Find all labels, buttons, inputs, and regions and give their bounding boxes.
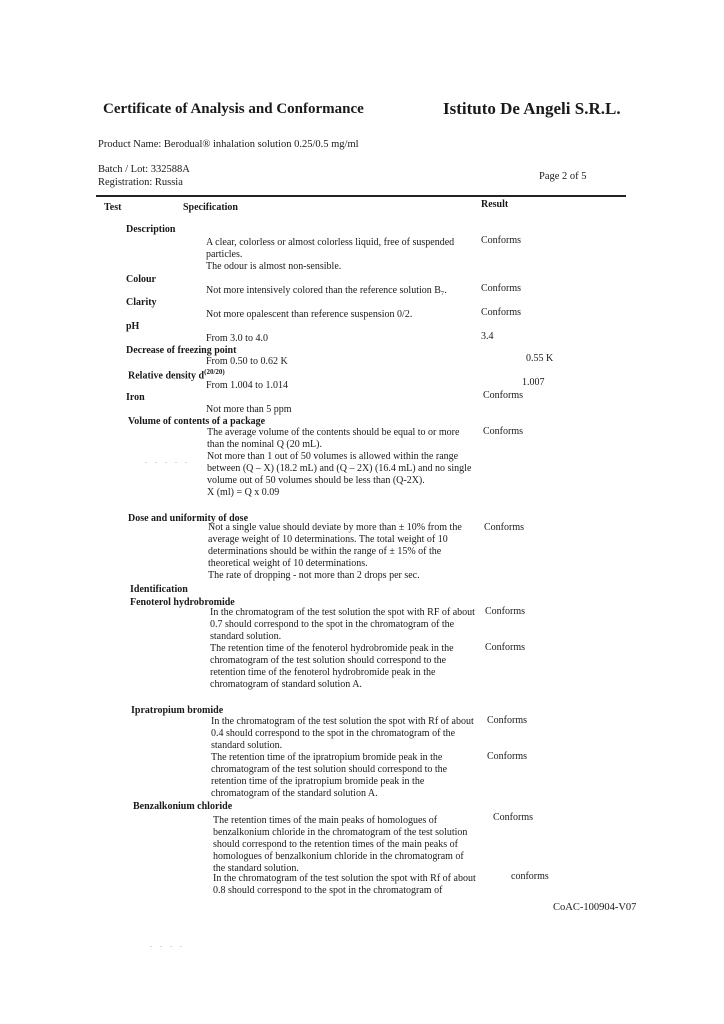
spec-volume-range: Not more than 1 out of 50 volumes is allowed within the range between (Q – X) (18.2 mL) and (Q – 2X) (16.4 mL) and no single volume out of 50 volumes should be less than (Q-2X).	[207, 451, 472, 486]
test-description: Description	[126, 224, 176, 235]
result-description: Conforms	[481, 235, 521, 246]
spec-fenoterol-retention: The retention time of the fenoterol hydrobromide peak in the chromatogram of the test solution should correspond to the retention time of the fenoterol hydrobromide peak in the chromatogram of standard solution A.	[210, 643, 454, 690]
spec-ipratropium-spot: In the chromatogram of the test solution the spot with Rf of about 0.4 should correspond to the spot in the chromatogram of the standard solution.	[211, 716, 474, 751]
document-code: CoAC-100904-V07	[553, 902, 637, 913]
test-relative-density: Relative density $d^{(20/20)}$	[128, 368, 225, 382]
company-name: Istituto De Angeli S.R.L.	[443, 99, 621, 118]
spec-volume-average: The average volume of the contents should be equal to or more than the nominal Q (20 mL).	[207, 427, 460, 450]
scan-speckle-footer: . . . .	[150, 940, 185, 949]
result-fenoterol-spot: Conforms	[485, 606, 525, 617]
spec-benzalkonium-spot: In the chromatogram of the test solution the spot with Rf of about 0.8 should correspond to the spot in the chromatogram of	[213, 873, 476, 896]
spec-dose-uniformity: Not a single value should deviate by more than ± 10% from the average weight of 10 determinations. The total weight of 10 determinations should be within the range of ± 15% of the theoretical weight of 10 determinations.	[208, 522, 462, 569]
result-benzalkonium-spot: conforms	[511, 871, 549, 882]
batch-lot: Batch / Lot: 332588A	[98, 164, 190, 175]
section-identification: Identification	[130, 584, 188, 595]
result-fenoterol-retention: Conforms	[485, 642, 525, 653]
test-volume-of-contents: Volume of contents of a package	[128, 416, 266, 427]
result-clarity: Conforms	[481, 307, 521, 318]
spec-relative-density: From 1.004 to 1.014	[206, 380, 288, 391]
column-result: Result	[481, 199, 509, 210]
page-number: Page 2 of 5	[539, 171, 587, 182]
test-colour: Colour	[126, 274, 156, 285]
spec-colour: Not more intensively colored than the reference solution B₇.	[206, 285, 447, 296]
spec-clarity: Not more opalescent than reference suspension 0/2.	[206, 309, 413, 320]
document-title: Certificate of Analysis and Conformance	[103, 101, 364, 117]
test-iron: Iron	[126, 392, 145, 403]
result-benzalkonium-retention: Conforms	[493, 812, 533, 823]
spec-iron: Not more than 5 ppm	[206, 404, 292, 415]
result-freezing-point: 0.55 K	[526, 353, 554, 364]
result-ph: 3.4	[481, 331, 494, 342]
spec-description: A clear, colorless or almost colorless liquid, free of suspended particles.	[206, 237, 455, 260]
test-benzalkonium: Benzalkonium chloride	[133, 801, 233, 812]
result-iron: Conforms	[483, 390, 523, 401]
result-ipratropium-retention: Conforms	[487, 751, 527, 762]
test-ipratropium: Ipratropium bromide	[131, 705, 224, 716]
spec-ipratropium-retention: The retention time of the ipratropium bromide peak in the chromatogram of the test solution should correspond to the retention time of the ipratropium bromide peak in the chromatogram of the standard solution A.	[211, 752, 448, 799]
result-relative-density: 1.007	[522, 377, 545, 388]
test-freezing-point: Decrease of freezing point	[126, 345, 237, 356]
spec-fenoterol-spot: In the chromatogram of the test solution the spot with RF of about 0.7 should correspond to the spot in the chromatogram of the standard solution.	[210, 607, 475, 642]
spec-volume-formula: X (ml) = Q x 0.09	[207, 487, 280, 498]
spec-description-odour: The odour is almost non-sensible.	[206, 261, 342, 272]
header-rule	[96, 195, 626, 197]
test-fenoterol: Fenoterol hydrobromide	[130, 597, 235, 608]
column-specification: Specification	[183, 202, 238, 213]
result-colour: Conforms	[481, 283, 521, 294]
spec-freezing-point: From 0.50 to 0.62 K	[206, 356, 288, 367]
test-clarity: Clarity	[126, 297, 157, 308]
registration: Registration: Russia	[98, 177, 183, 188]
column-test: Test	[104, 202, 122, 213]
product-name: Product Name: Berodual® inhalation solution 0.25/0.5 mg/ml	[98, 139, 359, 150]
test-ph: pH	[126, 321, 140, 332]
result-dose-uniformity: Conforms	[484, 522, 524, 533]
spec-ph: From 3.0 to 4.0	[206, 333, 268, 344]
scan-speckle: . . . . .	[145, 456, 190, 465]
spec-dose-dropping: The rate of dropping - not more than 2 drops per sec.	[208, 570, 420, 581]
test-dose-uniformity: Dose and uniformity of dose	[128, 513, 249, 524]
result-volume-of-contents: Conforms	[483, 426, 523, 437]
spec-benzalkonium-retention: The retention times of the main peaks of homologues of benzalkonium chloride in the chromatogram of the test solution should correspond to the retention times of the main peaks of homologues of benzalkonium chloride in the chromatogram of the standard solution.	[213, 815, 468, 874]
result-ipratropium-spot: Conforms	[487, 715, 527, 726]
